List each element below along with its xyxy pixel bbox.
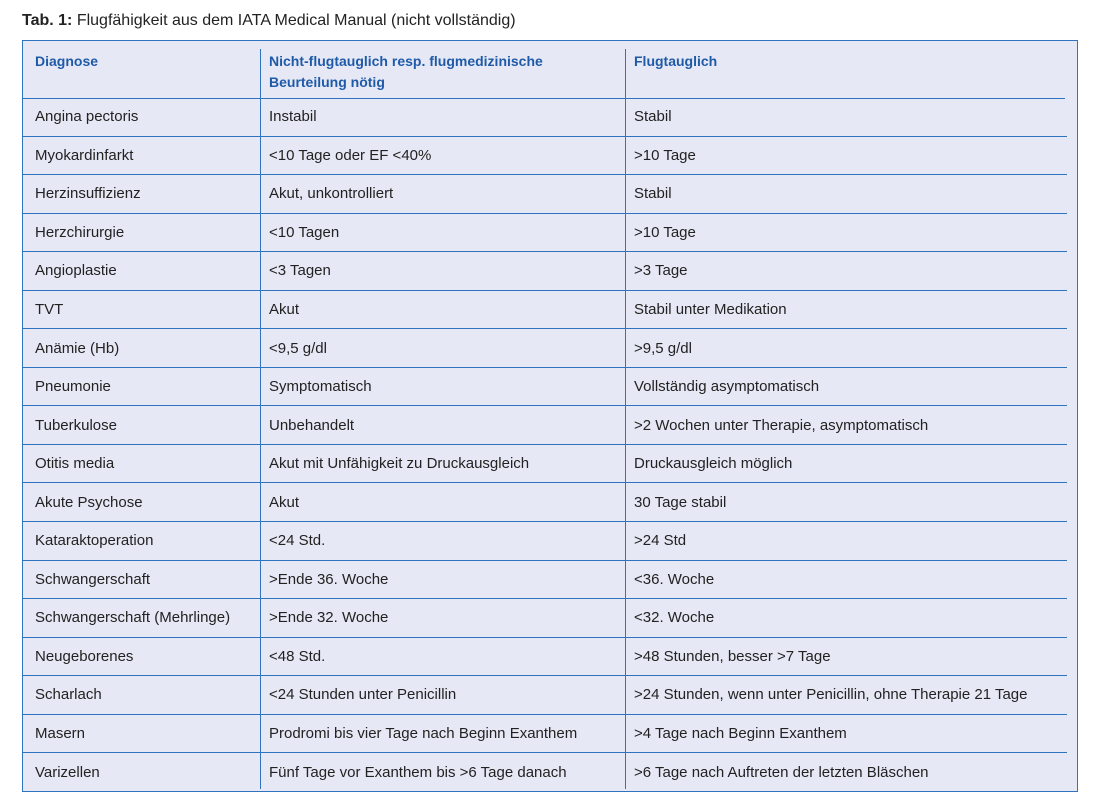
cell-diagnose: Varizellen (35, 764, 100, 782)
cell-nicht-flugtauglich: Akut (269, 493, 300, 511)
header-diagnose: Diagnose (35, 53, 99, 69)
cell-nicht-flugtauglich: <3 Tagen (269, 262, 331, 280)
cell-diagnose: Neugeborenes (35, 647, 134, 665)
cell-diagnose: Scharlach (35, 686, 102, 704)
cell-flugtauglich: Stabil unter Medikation (634, 301, 787, 318)
cell-nicht-flugtauglich: <24 Stunden unter Penicillin (269, 686, 457, 704)
cell-diagnose: Pneumonie (35, 378, 111, 396)
cell-flugtauglich: >4 Tage nach Beginn Exanthem (634, 725, 847, 743)
cell-nicht-flugtauglich: >Ende 32. Woche (269, 609, 389, 627)
cell-flugtauglich: Stabil (634, 185, 672, 203)
cell-flugtauglich: <36. Woche (634, 570, 715, 588)
fitness-to-fly-table (22, 40, 1078, 792)
table-row (23, 599, 1067, 638)
cell-nicht-flugtauglich: <48 Std. (269, 647, 326, 665)
cell-flugtauglich: >48 Stunden, besser >7 Tage (634, 647, 831, 665)
header-flugtauglich: Flugtauglich (634, 53, 718, 69)
cell-nicht-flugtauglich: <24 Std. (269, 532, 326, 550)
table-row (23, 98, 1067, 137)
cell-diagnose: TVT (35, 301, 64, 318)
table-row (23, 561, 1067, 600)
cell-diagnose: Schwangerschaft (35, 570, 151, 588)
cell-flugtauglich: >6 Tage nach Auftreten der letzten Bläschen (634, 764, 929, 782)
cell-diagnose: Myokardinfarkt (35, 146, 134, 164)
cell-nicht-flugtauglich: <9,5 g/dl (269, 339, 327, 357)
cell-nicht-flugtauglich: Instabil (269, 108, 317, 126)
table-row (23, 329, 1067, 368)
table-row (23, 214, 1067, 253)
cell-nicht-flugtauglich: <10 Tagen (269, 223, 340, 241)
cell-flugtauglich: Druckausgleich möglich (634, 455, 793, 473)
table-row (23, 483, 1067, 522)
cell-nicht-flugtauglich: <10 Tage oder EF <40% (269, 146, 432, 164)
cell-nicht-flugtauglich: >Ende 36. Woche (269, 570, 389, 588)
cell-flugtauglich: >10 Tage (634, 223, 696, 241)
table-row (23, 175, 1067, 214)
table-row (23, 753, 1067, 792)
table-row (23, 406, 1067, 445)
header-nicht-flugtauglich: Nicht-flugtauglich resp. flugmedizinische Beurteilung nötig (269, 53, 543, 90)
table-caption-label: Tab. 1: (22, 12, 73, 29)
table-header-row (23, 41, 1065, 99)
cell-nicht-flugtauglich: Akut mit Unfähigkeit zu Druckausgleich (269, 455, 530, 473)
cell-flugtauglich: Vollständig asymptomatisch (634, 378, 820, 396)
cell-diagnose: Herzchirurgie (35, 223, 125, 241)
cell-diagnose: Tuberkulose (35, 416, 117, 434)
table-body (23, 98, 1067, 792)
table-row (23, 252, 1067, 291)
table-row (23, 137, 1067, 176)
cell-flugtauglich: >24 Stunden, wenn unter Penicillin, ohne Therapie 21 Tage (634, 686, 1028, 704)
table-row (23, 291, 1067, 330)
cell-diagnose: Kataraktoperation (35, 532, 154, 550)
cell-nicht-flugtauglich: Fünf Tage vor Exanthem bis >6 Tage danach (269, 764, 567, 782)
table-caption-text: Flugfähigkeit aus dem IATA Medical Manual (nicht vollständig) (72, 12, 516, 29)
cell-flugtauglich: 30 Tage stabil (634, 493, 727, 511)
cell-nicht-flugtauglich: Akut (269, 301, 300, 318)
table-row (23, 445, 1067, 484)
cell-flugtauglich: >9,5 g/dl (634, 339, 692, 357)
cell-diagnose: Angioplastie (35, 262, 117, 280)
cell-flugtauglich: >10 Tage (634, 146, 696, 164)
cell-flugtauglich: >24 Std (634, 532, 687, 550)
cell-nicht-flugtauglich: Unbehandelt (269, 416, 355, 434)
table-row (23, 368, 1067, 407)
cell-flugtauglich: <32. Woche (634, 609, 715, 627)
cell-diagnose: Herzinsuffizienz (35, 185, 141, 203)
cell-nicht-flugtauglich: Prodromi bis vier Tage nach Beginn Exanthem (269, 725, 578, 743)
cell-diagnose: Masern (35, 725, 86, 743)
cell-diagnose: Angina pectoris (35, 108, 139, 126)
cell-nicht-flugtauglich: Symptomatisch (269, 378, 372, 396)
cell-flugtauglich: Stabil (634, 108, 672, 126)
cell-diagnose: Akute Psychose (35, 493, 143, 511)
table-caption (22, 10, 516, 32)
cell-flugtauglich: >2 Wochen unter Therapie, asymptomatisch (634, 416, 929, 434)
cell-flugtauglich: >3 Tage (634, 262, 688, 280)
cell-diagnose: Otitis media (35, 455, 115, 473)
table-row (23, 676, 1067, 715)
cell-nicht-flugtauglich: Akut, unkontrolliert (269, 185, 394, 203)
table-row (23, 638, 1067, 677)
cell-diagnose: Anämie (Hb) (35, 339, 120, 357)
cell-diagnose: Schwangerschaft (Mehrlinge) (35, 609, 231, 627)
table-row (23, 522, 1067, 561)
table-row (23, 715, 1067, 754)
